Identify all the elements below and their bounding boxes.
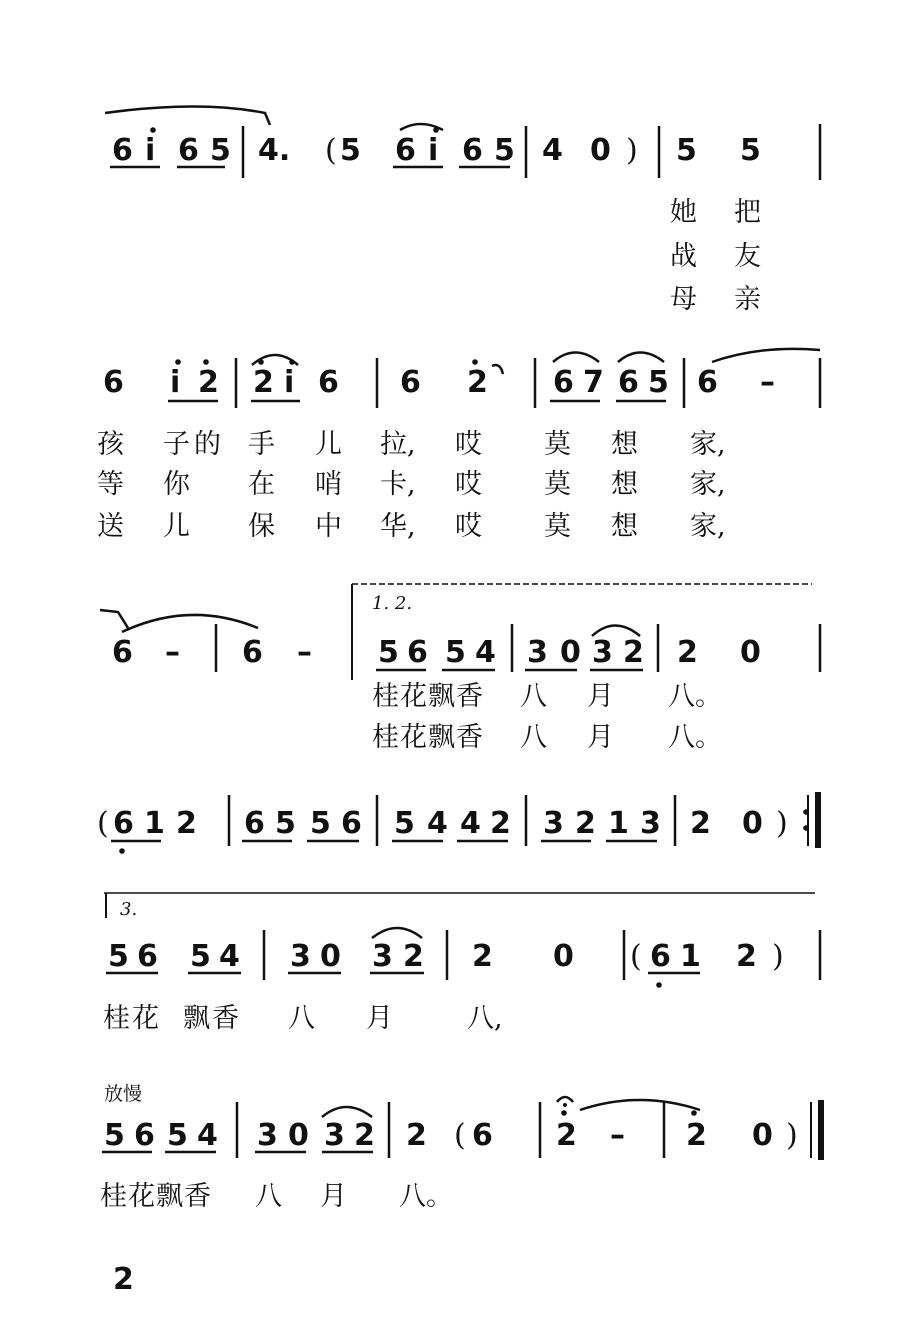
lyric: 孩 — [97, 429, 124, 460]
note: 2 — [472, 939, 493, 974]
volta-label: 1. 2. — [372, 593, 413, 614]
paren: ) — [786, 1118, 798, 1153]
note: 4 — [460, 806, 481, 841]
note: 3 — [527, 635, 548, 670]
dot-above — [691, 1110, 697, 1116]
note: 5 — [494, 133, 515, 168]
lyric: 八。 — [668, 681, 722, 712]
lyric: 儿 — [163, 511, 190, 542]
lyric: 亲 — [734, 284, 761, 315]
slur — [322, 1107, 372, 1117]
lyric: 哨 — [315, 469, 342, 500]
note: 5 — [104, 1118, 125, 1153]
note: 5 — [378, 635, 399, 670]
lyric: 把 — [734, 197, 761, 228]
lyric: 月 — [587, 681, 614, 712]
note: 2 — [467, 365, 488, 400]
lyric: 八 — [288, 1003, 315, 1034]
note: 6 — [650, 939, 671, 974]
note: 5 — [648, 365, 669, 400]
lyric: 家, — [690, 469, 726, 500]
note: 6 — [134, 1118, 155, 1153]
note: 0 — [553, 939, 574, 974]
note: 7 — [583, 365, 604, 400]
dash: – — [760, 365, 775, 400]
lyric: 八。 — [399, 1181, 453, 1212]
lyric: 手 — [248, 429, 275, 460]
paren: ( — [325, 133, 337, 168]
note: 4 — [475, 635, 496, 670]
lyric: 八 — [520, 722, 547, 753]
lyric: 她 — [670, 197, 697, 228]
note: 6 — [697, 365, 718, 400]
note: 6 — [178, 133, 199, 168]
note: 0 — [320, 939, 341, 974]
slur — [372, 928, 422, 938]
dash: – — [165, 635, 180, 670]
note: i — [284, 365, 295, 400]
lyric: 桂花飘香 — [100, 1181, 212, 1212]
lyric: 桂花飘香 — [372, 722, 484, 753]
dot-above — [433, 127, 439, 133]
note: 5 — [210, 133, 231, 168]
note: 5 — [340, 133, 361, 168]
dot-above — [561, 1110, 567, 1116]
lyric: 华, — [380, 511, 416, 542]
note: 2 — [677, 635, 698, 670]
note: 3 — [257, 1118, 278, 1153]
slur — [105, 107, 270, 126]
note: 4 — [219, 939, 240, 974]
lyric: 母 — [670, 284, 697, 315]
slur — [580, 1100, 700, 1110]
lyric: 月 — [320, 1181, 347, 1212]
lyric: 莫 — [544, 511, 571, 542]
note: 5 — [310, 806, 331, 841]
note: 2 — [253, 365, 274, 400]
note: 6 — [113, 806, 134, 841]
note: 2 — [354, 1118, 375, 1153]
paren: ) — [626, 133, 638, 168]
note: 2 — [690, 806, 711, 841]
lyric: 战 — [670, 241, 697, 272]
note: 4. — [258, 133, 291, 168]
lyric: 中 — [315, 511, 342, 542]
lyric: 送 — [97, 511, 124, 542]
lyric: 想 — [611, 469, 638, 500]
slur — [592, 626, 640, 637]
note: 6 — [112, 635, 133, 670]
note: 2 — [575, 806, 596, 841]
page-number: 2 — [113, 1262, 134, 1297]
lyric: 八。 — [668, 722, 722, 753]
note: 1 — [608, 806, 629, 841]
note: 5 — [676, 133, 697, 168]
lyric: 莫 — [544, 429, 571, 460]
note: i — [170, 365, 181, 400]
lyric: 八 — [255, 1181, 282, 1212]
note: 3 — [543, 806, 564, 841]
lyric: 八 — [520, 681, 547, 712]
note: 2 — [686, 1118, 707, 1153]
dot-above — [289, 359, 295, 365]
repeat-dot — [803, 825, 809, 831]
note: 0 — [740, 635, 761, 670]
paren: ( — [630, 939, 642, 974]
note: 1 — [144, 806, 165, 841]
lyric: 在 — [248, 469, 275, 500]
note: 2 — [176, 806, 197, 841]
lyric: 哎 — [455, 469, 482, 500]
lyric: 你 — [163, 469, 190, 500]
note: 6 — [112, 133, 133, 168]
lyric: 家, — [690, 429, 726, 460]
note: i — [145, 133, 156, 168]
slur — [618, 353, 664, 363]
lyric: 想 — [611, 511, 638, 542]
note: 4 — [542, 133, 563, 168]
slur — [553, 353, 599, 363]
lyric: 桂花飘香 — [372, 681, 484, 712]
fermata — [557, 1097, 573, 1102]
note: 6 — [103, 365, 124, 400]
paren: ) — [772, 939, 784, 974]
lyric: 哎 — [455, 511, 482, 542]
note: 0 — [560, 635, 581, 670]
note: 2 — [623, 635, 644, 670]
note: 5 — [167, 1118, 188, 1153]
note: 0 — [590, 133, 611, 168]
dash: – — [610, 1118, 625, 1153]
note: 3 — [324, 1118, 345, 1153]
note: 6 — [137, 939, 158, 974]
slur — [100, 610, 128, 628]
slur — [122, 615, 258, 632]
lyric: 飘香 — [183, 1003, 241, 1034]
lyric: 月 — [366, 1003, 393, 1034]
dot-above — [203, 359, 209, 365]
lyric: 莫 — [544, 469, 571, 500]
note: 6 — [318, 365, 339, 400]
note: 6 — [472, 1118, 493, 1153]
note: 3 — [592, 635, 613, 670]
fermata-dot — [563, 1103, 567, 1107]
note: 5 — [275, 806, 296, 841]
note: 2 — [406, 1118, 427, 1153]
paren: ) — [776, 806, 788, 841]
note: 4 — [197, 1118, 218, 1153]
note: 3 — [640, 806, 661, 841]
lyric: 家, — [690, 511, 726, 542]
dot-below — [119, 848, 125, 854]
note: 2 — [198, 365, 219, 400]
note: 6 — [242, 635, 263, 670]
dash: – — [297, 635, 312, 670]
note: 6 — [400, 365, 421, 400]
paren: ( — [454, 1118, 466, 1153]
note: 0 — [742, 806, 763, 841]
lyric: 儿 — [315, 429, 342, 460]
note: 5 — [108, 939, 129, 974]
lyric: 哎 — [455, 429, 482, 460]
breath-mark — [492, 365, 503, 374]
lyric: 等 — [97, 469, 124, 500]
note: 6 — [244, 806, 265, 841]
lyric: 友 — [734, 241, 761, 272]
lyric: 拉, — [380, 429, 416, 460]
dot-above — [175, 359, 181, 365]
lyric: 桂花 — [103, 1003, 161, 1034]
note: 6 — [407, 635, 428, 670]
note: 6 — [618, 365, 639, 400]
dot-below — [656, 982, 662, 988]
paren: ( — [97, 806, 109, 841]
note: 0 — [288, 1118, 309, 1153]
note: 5 — [394, 806, 415, 841]
note: 2 — [403, 939, 424, 974]
note: 0 — [752, 1118, 773, 1153]
note: 5 — [740, 133, 761, 168]
note: 6 — [462, 133, 483, 168]
note: 2 — [556, 1118, 577, 1153]
lyric: 八, — [467, 1003, 503, 1034]
lyric: 保 — [248, 511, 275, 542]
note: 6 — [553, 365, 574, 400]
lyric: 想 — [611, 429, 638, 460]
volta-label: 3. — [120, 899, 138, 920]
dot-above — [258, 359, 264, 365]
dot-above — [472, 359, 478, 365]
note: 6 — [341, 806, 362, 841]
repeat-dot — [803, 809, 809, 815]
note: 3 — [290, 939, 311, 974]
lyric: 子的 — [163, 429, 225, 460]
tempo-marking: 放慢 — [104, 1083, 143, 1105]
note: 1 — [680, 939, 701, 974]
lyric: 月 — [587, 722, 614, 753]
note: 2 — [736, 939, 757, 974]
lyric: 卡, — [380, 469, 416, 500]
note: 5 — [190, 939, 211, 974]
note: 5 — [445, 635, 466, 670]
dot-above — [150, 127, 156, 133]
note: 4 — [427, 806, 448, 841]
note: 2 — [490, 806, 511, 841]
note: 6 — [395, 133, 416, 168]
note: 3 — [372, 939, 393, 974]
note: i — [428, 133, 439, 168]
slur — [712, 349, 820, 362]
